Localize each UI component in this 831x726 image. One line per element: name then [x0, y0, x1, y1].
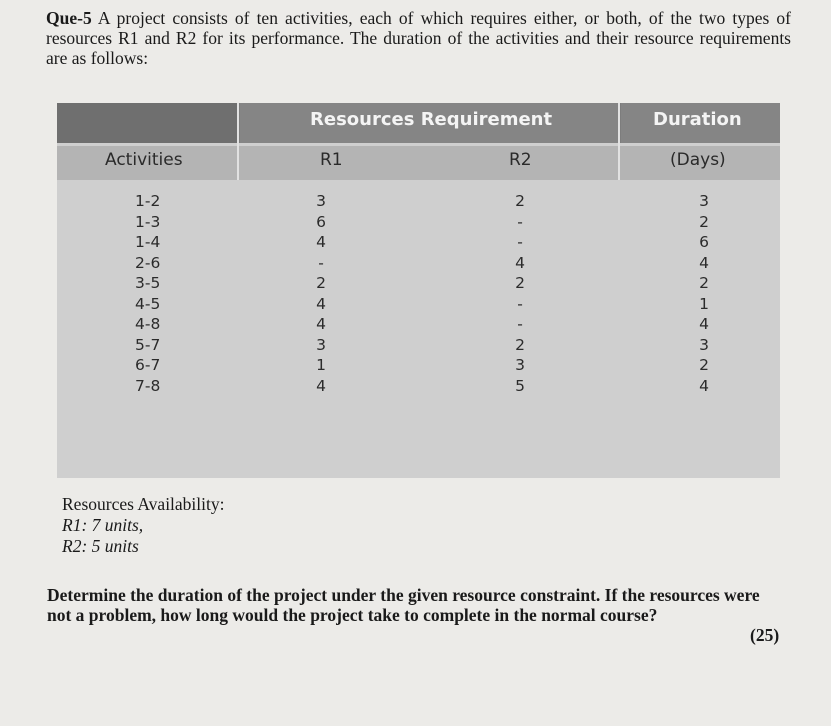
availability-title: Resources Availability: [62, 494, 225, 514]
r1-column [306, 191, 336, 396]
header-r1: R1 [320, 150, 343, 170]
header-duration: Duration [653, 109, 742, 130]
table-cell-r1: 4 [316, 294, 326, 313]
table-cell-days: 1 [699, 294, 709, 313]
table-cell-r1: 3 [316, 192, 326, 210]
header-r2: R2 [509, 150, 532, 170]
table-cell-r1: 2 [316, 274, 326, 292]
table-header-sub [57, 146, 780, 180]
table-cell-r2: 2 [515, 274, 525, 292]
question-label: Que-5 [46, 8, 92, 28]
table-cell-activity: 1-2 [135, 192, 161, 210]
table-cell-activity: 2-6 [135, 253, 161, 272]
table-cell-days: 2 [699, 274, 709, 292]
table-cell-activity: 7-8 [135, 376, 161, 395]
header-resources-requirement: Resources Requirement [310, 109, 553, 130]
availability-r1: R1: 7 units, [62, 515, 144, 535]
table-cell-r1: - [318, 253, 324, 272]
table-cell-r2: - [517, 315, 523, 333]
availability-r2: R2: 5 units [62, 536, 139, 556]
table-cell-activity: 4-8 [135, 315, 161, 333]
table-cell-r2: - [517, 212, 523, 231]
table-cell-days: 3 [699, 192, 709, 210]
table-cell-r2: 3 [515, 356, 525, 374]
question-text [46, 8, 791, 68]
activities-column [135, 191, 160, 396]
header-days: (Days) [670, 150, 726, 170]
table-cell-activity: 1-4 [135, 233, 161, 251]
table-cell-days: 2 [699, 356, 709, 374]
table-cell-days: 2 [699, 212, 709, 231]
table-cell-activity: 3-5 [135, 274, 161, 292]
table-cell-days: 4 [699, 253, 709, 272]
table-cell-activity: 4-5 [135, 294, 161, 313]
table-cell-r2: - [517, 294, 523, 313]
table-cell-r2: 5 [515, 376, 525, 395]
table-cell-days: 6 [699, 233, 709, 251]
table-cell-r1: 3 [316, 335, 326, 354]
resources-availability [62, 494, 225, 557]
r2-column [505, 191, 535, 396]
table-cell-r1: 4 [316, 233, 326, 251]
days-column [689, 191, 719, 396]
header-activities: Activities [105, 150, 183, 170]
table-cell-r2: 2 [515, 192, 525, 210]
table-cell-activity: 6-7 [135, 356, 161, 374]
table-cell-r1: 4 [316, 315, 326, 333]
table-cell-r2: 2 [515, 335, 525, 354]
question-body: A project consists of ten activities, each of which requires either, or both, of the two types of resources R1 and R2 for its performance. The duration of the activities and their resource requirements are as follows: [46, 8, 791, 68]
table-cell-r1: 1 [316, 356, 326, 374]
table-cell-days: 4 [699, 315, 709, 333]
table-cell-days: 3 [699, 335, 709, 354]
resource-table [57, 103, 780, 478]
table-header-top [57, 103, 780, 143]
table-cell-r1: 4 [316, 376, 326, 395]
table-cell-r1: 6 [316, 212, 326, 231]
marks-label: (25) [750, 625, 780, 645]
table-cell-r2: 4 [515, 253, 525, 272]
task-text: Determine the duration of the project under the given resource constraint. If the resources were not a problem, how long would the project take to complete in the normal course? [47, 585, 760, 625]
table-cell-activity: 5-7 [135, 335, 161, 354]
table-cell-activity: 1-3 [135, 212, 161, 231]
table-cell-r2: - [517, 233, 523, 251]
table-cell-days: 4 [699, 376, 709, 395]
